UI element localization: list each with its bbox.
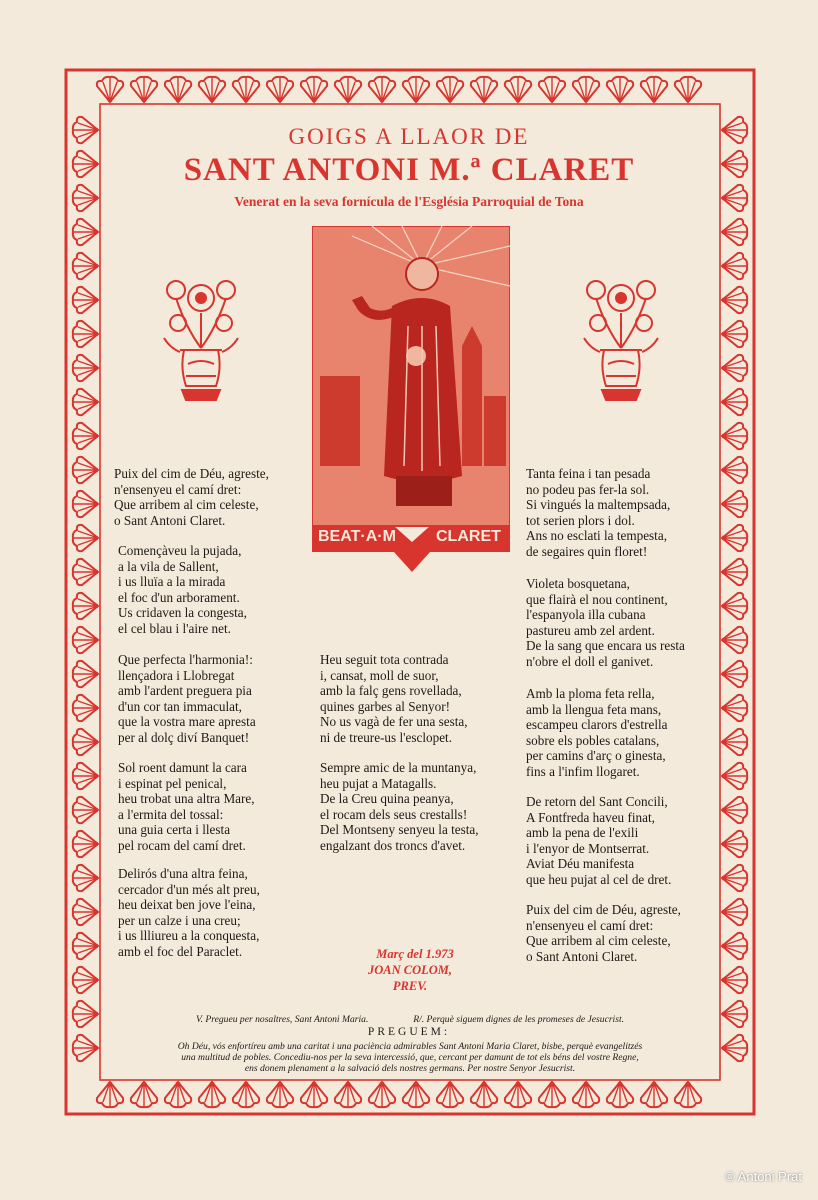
signature-author: JOAN COLOM, PREV. [367,963,453,993]
prayer-line: una multitud de pobles. Concediu-nos per la seva intercessió, que, cercant per damunt de tot els béns del vostre Regne, [181,1052,639,1063]
border-ornament [165,1082,191,1108]
border-ornament [403,77,429,103]
border-ornament [199,1082,225,1108]
verse-line: Sempre amic de la muntanya, [320,760,477,775]
border-ornament [233,77,259,103]
verse-line: el cel blau i l'aire net. [118,620,231,636]
border-ornament [73,899,99,925]
border-ornament [722,355,748,381]
right-stanza-5 [526,902,681,964]
versicle-response [120,1014,700,1025]
title-line-1: GOIGS A LLAOR DE [288,124,530,149]
left-stanza-2 [118,543,247,637]
preguem-title: PREGUEM: [367,1026,451,1038]
verse-line: amb la falç gens rovellada, [320,683,462,699]
border-ornament [73,627,99,653]
subtitle: Venerat en la seva fornícula de l'Església Parroquial de Tona [234,194,584,209]
border-ornament [301,1082,327,1108]
border-ornament [73,389,99,415]
border-ornament [722,321,748,347]
border-ornament [722,1001,748,1027]
verse-line: heu pujat a Matagalls. [320,775,437,791]
border-ornament [722,1035,748,1061]
verse-line: a la vila de Sallent, [118,558,219,574]
border-ornament [722,695,748,721]
verse-line: n'ensenyeu el camí dret: [114,481,242,497]
border-ornament [403,1082,429,1108]
verse-line: amb l'ardent preguera pia [118,683,252,699]
border-ornament [73,1035,99,1061]
border-ornament [675,77,701,103]
border-ornament [505,1082,531,1108]
border-ornament [722,287,748,313]
verse-line: Tanta feina i tan pesada [526,466,651,481]
border-ornament [722,593,748,619]
verse-line: De retorn del Sant Concili, [526,794,668,809]
verse-line: de segaires quin floret! [526,543,648,559]
border-ornament [97,1082,123,1108]
banner-text-left: BEAT·A·M [318,528,396,545]
verse-line: amb la pena de l'exili [526,825,639,841]
verse-line: Aviat Déu manifesta [526,856,635,872]
verse-line: i us llliureu a la conquesta, [118,928,260,944]
verse-line: Us cridaven la congesta, [118,605,247,621]
border-ornament [335,1082,361,1108]
verse-line: Començàveu la pujada, [118,543,242,558]
prayer-line: ens donem plenament a la salvació dels nostres germans. Per nostre Senyor Jesucrist. [244,1063,576,1074]
verse-line: que la vostra mare apresta [118,714,256,730]
border-ornament [722,389,748,415]
verse-line: Puix del cim de Déu, agreste, [114,466,269,481]
verse-line: l'espanyola illa cubana [526,607,646,623]
verse-line: Violeta bosquetana, [526,576,630,591]
border-ornament [539,1082,565,1108]
border-ornament [722,661,748,687]
border-ornament [722,967,748,993]
verse-line: o Sant Antoni Claret. [114,512,226,528]
border-ornament [73,933,99,959]
verse-line: una guia certa i llesta [118,822,231,838]
border-ornament [369,77,395,103]
verse-line: el rocam dels seus crestalls! [320,806,468,822]
border-ornament [722,729,748,755]
verse-line: a l'ermita del tossal: [118,806,224,822]
verse-line: A Fontfreda haveu finat, [526,809,655,825]
right-stanza-2 [526,576,685,670]
border-ornament [722,559,748,585]
right-stanza-1 [526,466,670,560]
right-flower-vase [576,268,666,408]
border-ornament [97,77,123,103]
verse-line: amb el foc del Paraclet. [118,943,243,959]
verse-line: Ans no esclati la tempesta, [526,528,667,544]
verse-line: quines garbes al Senyor! [320,698,451,714]
border-ornament [471,1082,497,1108]
response: R/. Perquè siguem dignes de les promeses de Jesucrist. [413,1014,625,1025]
verse-line: De la sang que encara us resta [526,638,685,654]
border-ornament [73,661,99,687]
border-ornament [335,77,361,103]
border-ornament [73,1001,99,1027]
border-ornament [722,491,748,517]
border-ornament [73,831,99,857]
border-ornament [73,321,99,347]
verse-line: amb la llengua feta mans, [526,701,662,717]
border-ornament [73,525,99,551]
prayer-line: Oh Déu, vós enfortíreu amb una caritat i una paciència admirables Sant Antoni Maria Claret, bisbe, perquè evangelitzés [177,1041,643,1052]
border-ornament [607,77,633,103]
border-ornament [607,1082,633,1108]
border-ornament [73,219,99,245]
verse-line: i, cansat, moll de suor, [320,667,439,683]
verse-line: que heu pujat al cel de dret. [526,871,672,887]
verse-line: Delirós d'una altra feina, [118,866,248,881]
border-ornament [641,1082,667,1108]
left-flower-vase [156,268,246,408]
verse-line: heu trobat una altra Mare, [118,791,255,807]
border-ornament [722,797,748,823]
verse-line: Si vingués la maltempsada, [526,497,671,513]
border-ornament [573,77,599,103]
verse-line: Sol roent damunt la cara [118,760,247,775]
border-ornament [73,423,99,449]
verse-line: Que arribem al cim celeste, [114,497,259,513]
border-ornament [722,865,748,891]
border-ornament [73,729,99,755]
border-ornament [73,695,99,721]
border-ornament [471,77,497,103]
copyright-watermark: © Antoni Prat [725,1169,802,1184]
verse-line: pastureu amb zel ardent. [526,622,655,638]
verse-line: n'ensenyeu el camí dret: [526,917,654,933]
verse-line: fins a l'infim llogaret. [526,763,640,779]
prayer-text [120,1041,700,1074]
border-ornament [369,1082,395,1108]
verse-line: n'obre el doll el ganivet. [526,653,654,669]
border-ornament [722,831,748,857]
verse-line: per un calze i una creu; [118,912,241,928]
verse-line: Heu seguit tota contrada [320,652,449,667]
border-ornament [675,1082,701,1108]
border-ornament [73,491,99,517]
border-ornament [722,253,748,279]
right-stanza-4 [526,794,671,888]
middle-stanza-2 [320,760,479,854]
verse-line: no podeu pas fer-la sol. [526,481,650,497]
border-ornament [722,423,748,449]
verse-line: d'un cor tan immaculat, [118,698,242,714]
border-ornament [505,77,531,103]
border-ornament [722,219,748,245]
border-ornament [73,287,99,313]
border-ornament [267,1082,293,1108]
verse-line: No us vagà de fer una sesta, [320,714,468,730]
verse-line: De la Creu quina peanya, [320,791,454,807]
border-ornament [73,593,99,619]
title-line-2: SANT ANTONI M.ª CLARET [183,152,635,188]
border-ornament [73,967,99,993]
signature-date: Març del 1.973 [376,947,454,961]
verse-line: sobre els pobles catalans, [526,732,660,748]
verse-line: i us lluïa a la mirada [118,574,226,590]
verse-line: escampeu clarors d'estrella [526,717,668,733]
border-ornament [73,865,99,891]
versicle: V. Pregueu per nosaltres, Sant Antoni Maria. [195,1014,369,1025]
border-ornament [131,1082,157,1108]
banner-text-right: CLARET [436,528,501,545]
verse-line: llençadora i Llobregat [118,667,235,683]
border-ornament [641,77,667,103]
verse-line: ni de treure-us l'esclopet. [320,729,453,745]
border-ornament [165,77,191,103]
border-ornament [722,525,748,551]
right-stanza-3 [526,686,668,780]
verse-line: pel rocam del camí dret. [118,837,246,853]
border-ornament [722,457,748,483]
verse-line: Que arribem al cim celeste, [526,933,671,949]
signature [360,946,470,994]
border-ornament [437,1082,463,1108]
verse-line: o Sant Antoni Claret. [526,948,638,964]
verse-line: i espinat pel penical, [118,775,227,791]
border-ornament [722,627,748,653]
border-ornament [301,77,327,103]
left-stanza-4 [118,760,255,854]
verse-line: Del Montseny senyeu la testa, [320,822,479,838]
border-ornament [722,933,748,959]
border-ornament [437,77,463,103]
border-ornament [722,763,748,789]
left-stanza-3 [118,652,256,746]
left-stanza-1 [114,466,269,528]
border-ornament [73,559,99,585]
border-ornament [573,1082,599,1108]
verse-line: engalzant dos troncs d'avet. [320,837,466,853]
border-ornament [73,457,99,483]
verse-line: per al dolç diví Banquet! [118,729,250,745]
border-ornament [539,77,565,103]
border-ornament [73,797,99,823]
verse-line: Amb la ploma feta rella, [526,686,655,701]
middle-stanza-1 [320,652,468,746]
border-ornament [199,77,225,103]
border-ornament [722,899,748,925]
border-ornament [131,77,157,103]
border-ornament [73,253,99,279]
verse-line: heu deixat ben jove l'eina, [118,897,256,913]
verse-line: i l'enyor de Montserrat. [526,840,650,856]
verse-line: Puix del cim de Déu, agreste, [526,902,681,917]
verse-line: tot serien plors i dol. [526,512,635,528]
border-ornament [267,77,293,103]
verse-line: Que perfecta l'harmonia!: [118,652,253,667]
border-ornament [73,763,99,789]
border-ornament [73,355,99,381]
verse-line: el foc d'un arborament. [118,589,240,605]
left-stanza-5 [118,866,260,960]
saint-woodcut-image [312,226,510,574]
border-ornament [233,1082,259,1108]
verse-line: per camins d'arç o ginesta, [526,748,666,764]
verse-line: que flairà el nou continent, [526,591,668,607]
verse-line: cercador d'un més alt preu, [118,881,260,897]
